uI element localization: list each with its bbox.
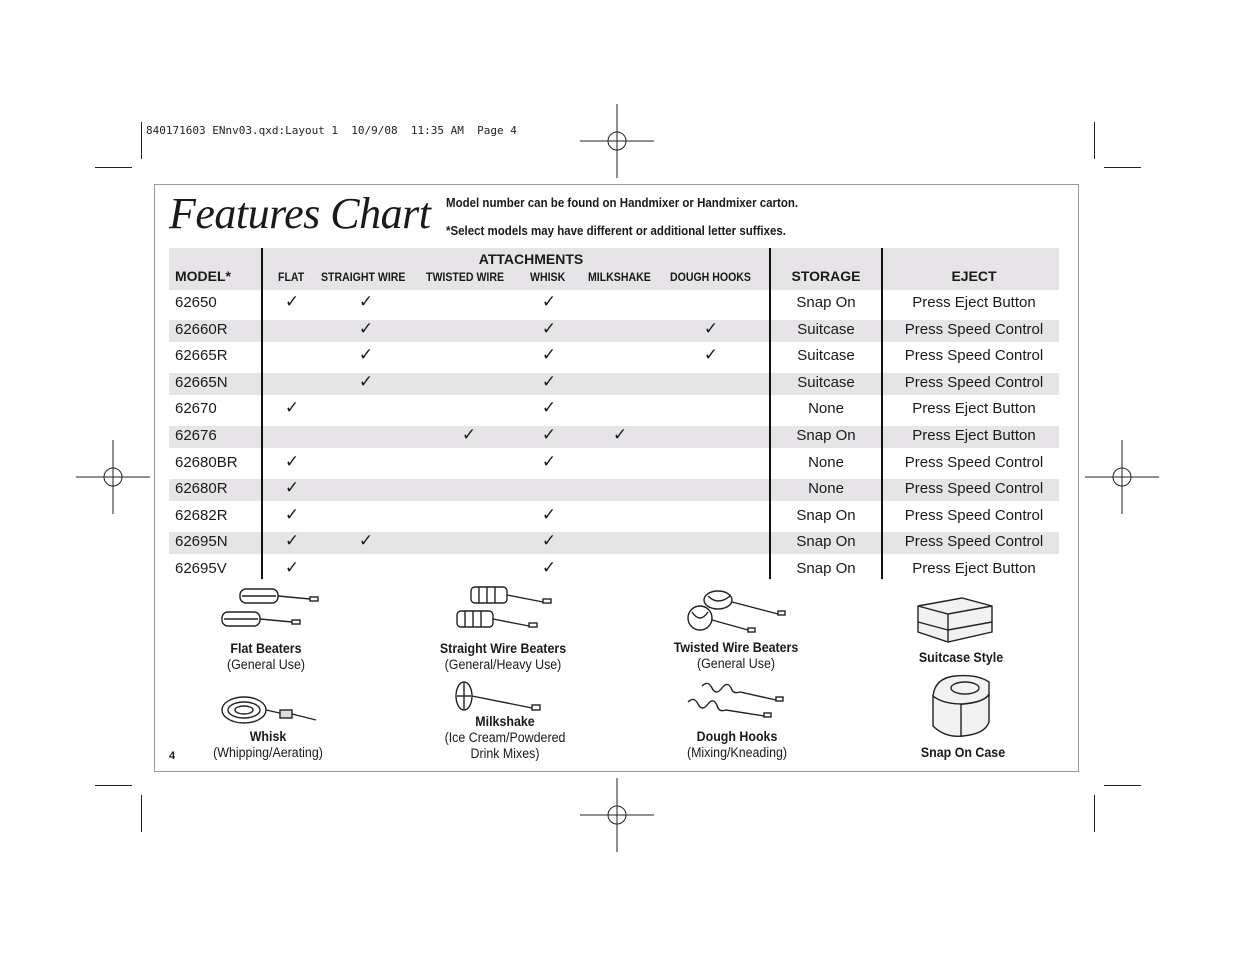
caption-flat-beaters (227, 641, 305, 673)
twisted-wire-beaters-illustration (686, 588, 790, 636)
storage-cell: Snap On (796, 294, 856, 311)
check-mark-whisk: ✓ (541, 558, 557, 578)
attachments-group-header: ATTACHMENTS (478, 251, 584, 267)
header-model: MODEL* (175, 268, 231, 284)
eject-cell: Press Speed Control (904, 453, 1044, 471)
storage-cell: Suitcase (797, 320, 855, 338)
suffix-note: *Select models may have different or additional letter suffixes. (446, 224, 786, 238)
check-mark-whisk: ✓ (541, 398, 557, 419)
check-mark-whisk: ✓ (541, 425, 557, 445)
registration-mark-left (76, 440, 150, 514)
check-mark-dough-hooks: ✓ (703, 345, 719, 366)
model-cell: 62680R (175, 480, 228, 498)
suitcase-storage-illustration (912, 596, 996, 646)
storage-cell: None (808, 400, 844, 418)
caption-straight-wire-use: (General/Heavy Use) (444, 657, 562, 672)
header-whisk: WHISK (530, 270, 566, 284)
page-number: 4 (169, 750, 176, 762)
column-divider-attachments (769, 248, 771, 579)
model-cell: 62670 (175, 400, 217, 418)
model-cell: 62676 (175, 427, 217, 444)
check-mark-straight-wire: ✓ (358, 371, 374, 392)
check-mark-whisk: ✓ (541, 451, 557, 472)
header-eject: EJECT (951, 268, 997, 284)
caption-twisted-wire-beaters (674, 640, 799, 672)
check-mark-whisk: ✓ (541, 371, 557, 392)
check-mark-straight-wire: ✓ (358, 345, 374, 366)
storage-cell: None (808, 480, 844, 498)
storage-cell: None (808, 453, 844, 471)
caption-milkshake-name: Milkshake (475, 714, 535, 729)
eject-cell: Press Eject Button (912, 294, 1036, 311)
eject-cell: Press Speed Control (904, 506, 1044, 524)
eject-cell: Press Speed Control (904, 480, 1044, 498)
snap-on-case-illustration (925, 672, 997, 742)
header-milkshake: MILKSHAKE (588, 270, 651, 284)
check-mark-dough-hooks: ✓ (703, 318, 719, 339)
caption-dough-hooks-use: (Mixing/Kneading) (686, 745, 788, 760)
header-dough-hooks: DOUGH HOOKS (670, 270, 751, 284)
column-divider-storage (881, 248, 883, 579)
storage-cell: Snap On (796, 533, 856, 551)
caption-snap-on-case (921, 745, 1005, 761)
model-cell: 62665R (175, 347, 228, 365)
storage-cell: Suitcase (797, 347, 855, 365)
eject-cell: Press Speed Control (904, 533, 1044, 551)
check-mark-flat: ✓ (284, 478, 300, 499)
caption-suitcase-name: Suitcase Style (918, 650, 1004, 665)
eject-cell: Press Speed Control (904, 320, 1044, 338)
caption-straight-wire-beaters (440, 641, 566, 673)
registration-mark-top (580, 104, 654, 178)
model-cell: 62695N (175, 533, 228, 551)
eject-cell: Press Eject Button (912, 400, 1036, 418)
caption-whisk-use: (Whipping/Aerating) (213, 745, 323, 760)
check-mark-milkshake: ✓ (612, 425, 628, 445)
caption-straight-wire-name: Straight Wire Beaters (439, 641, 567, 656)
check-mark-straight-wire: ✓ (358, 531, 374, 552)
printer-slug: 840171603 ENnv03.qxd:Layout 1 10/9/08 11:35 AM Page 4 (146, 124, 517, 137)
caption-flat-beaters-name: Flat Beaters (230, 641, 302, 656)
check-mark-flat: ✓ (284, 504, 300, 525)
flat-beaters-illustration (218, 586, 322, 636)
eject-cell: Press Speed Control (904, 347, 1044, 365)
model-cell: 62665N (175, 373, 228, 391)
straight-wire-beaters-illustration (453, 585, 557, 635)
caption-flat-beaters-use: (General Use) (227, 657, 305, 672)
milkshake-illustration (452, 680, 552, 716)
page-title: Features Chart (169, 189, 431, 238)
check-mark-flat: ✓ (284, 558, 300, 578)
header-flat: FLAT (278, 270, 305, 284)
registration-mark-bottom (580, 778, 654, 852)
caption-dough-hooks (687, 729, 787, 761)
eject-cell: Press Eject Button (912, 427, 1036, 444)
dough-hooks-illustration (686, 682, 790, 724)
check-mark-flat: ✓ (284, 292, 300, 312)
whisk-illustration (218, 690, 322, 728)
model-cell: 62680BR (175, 453, 238, 471)
caption-twisted-wire-name: Twisted Wire Beaters (673, 640, 799, 655)
storage-cell: Snap On (796, 560, 856, 577)
caption-milkshake (445, 714, 566, 762)
header-straight-wire: STRAIGHT WIRE (321, 270, 406, 284)
check-mark-flat: ✓ (284, 451, 300, 472)
check-mark-whisk: ✓ (541, 345, 557, 366)
model-cell: 62682R (175, 506, 228, 524)
caption-whisk (213, 729, 323, 761)
storage-cell: Suitcase (797, 373, 855, 391)
model-cell: 62660R (175, 320, 228, 338)
column-divider-model (261, 248, 263, 579)
check-mark-whisk: ✓ (541, 292, 557, 312)
storage-cell: Snap On (796, 506, 856, 524)
check-mark-straight-wire: ✓ (358, 318, 374, 339)
check-mark-straight-wire: ✓ (358, 292, 374, 312)
storage-cell: Snap On (796, 427, 856, 444)
model-cell: 62650 (175, 294, 217, 311)
eject-cell: Press Eject Button (912, 560, 1036, 577)
model-number-note: Model number can be found on Handmixer or Handmixer carton. (446, 196, 799, 210)
caption-milkshake-use-line2: Drink Mixes) (470, 746, 540, 761)
eject-cell: Press Speed Control (904, 373, 1044, 391)
caption-milkshake-use-line1: (Ice Cream/Powdered (444, 730, 566, 745)
registration-mark-right (1085, 440, 1159, 514)
check-mark-whisk: ✓ (541, 318, 557, 339)
caption-dough-hooks-name: Dough Hooks (696, 729, 778, 744)
model-cell: 62695V (175, 560, 227, 577)
check-mark-whisk: ✓ (541, 531, 557, 552)
check-mark-whisk: ✓ (541, 504, 557, 525)
check-mark-flat: ✓ (284, 398, 300, 419)
header-storage: STORAGE (791, 268, 861, 284)
caption-suitcase-style (919, 650, 1003, 666)
check-mark-flat: ✓ (284, 531, 300, 552)
header-twisted-wire: TWISTED WIRE (426, 270, 505, 284)
check-mark-twisted-wire: ✓ (461, 425, 477, 445)
caption-snap-on-name: Snap On Case (920, 745, 1006, 760)
caption-twisted-wire-use: (General Use) (696, 656, 775, 671)
caption-whisk-name: Whisk (249, 729, 287, 744)
